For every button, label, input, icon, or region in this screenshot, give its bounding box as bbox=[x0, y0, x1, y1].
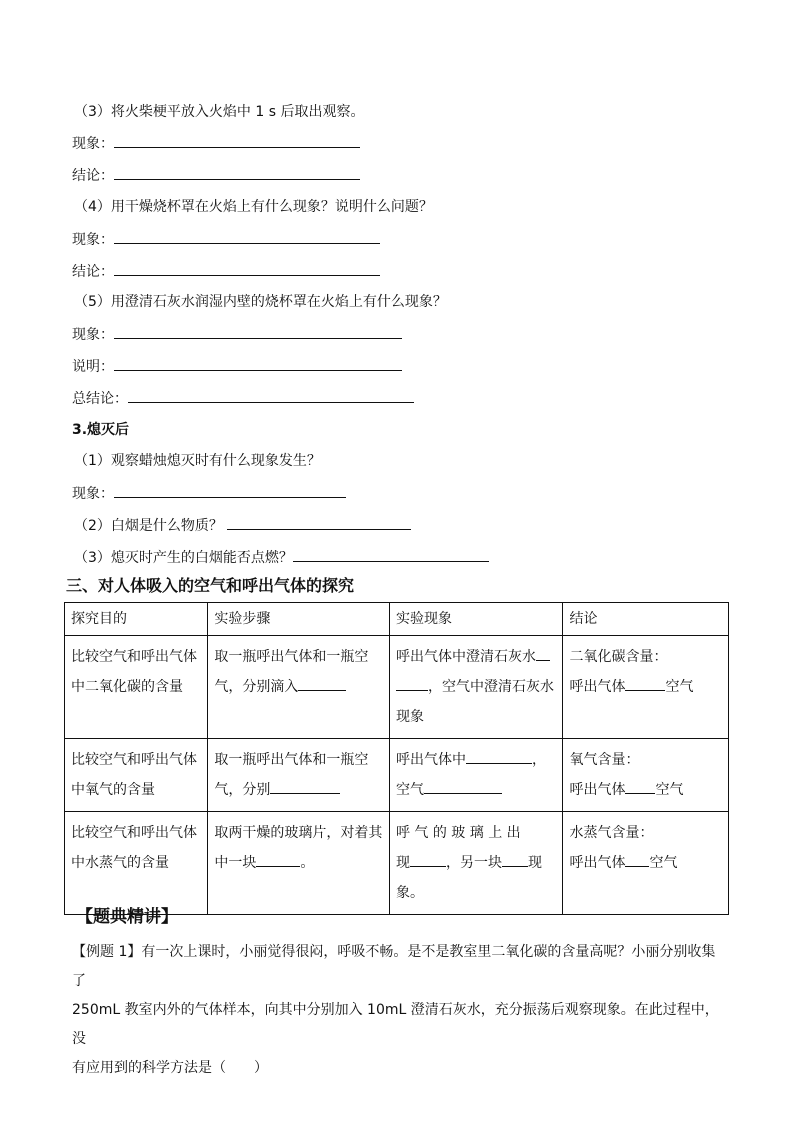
example-1-line-1 bbox=[72, 938, 726, 996]
cell-line bbox=[569, 672, 722, 702]
q5-explanation-row bbox=[72, 356, 402, 377]
cell-text: 现 bbox=[395, 855, 410, 871]
conclusion-cell bbox=[563, 739, 729, 812]
steps-cell bbox=[208, 636, 390, 739]
s3-question-3-row bbox=[74, 547, 489, 568]
cell-text: 现 bbox=[527, 855, 542, 871]
q5-explanation-blank[interactable] bbox=[114, 356, 402, 371]
header-steps: 实验步骤 bbox=[208, 603, 390, 636]
cell-line: 取两干燥的玻璃片，对着其 bbox=[214, 825, 383, 841]
s3-q3-blank[interactable] bbox=[293, 547, 489, 562]
cell-blank[interactable] bbox=[625, 676, 665, 691]
cell-text: 空气 bbox=[665, 679, 694, 695]
cell-line: 呼 气 的 玻 璃 上 出 bbox=[395, 825, 521, 841]
cell-text: 气，分别 bbox=[214, 782, 271, 798]
cell-text: 气，分别滴入 bbox=[214, 679, 299, 695]
s3-question-2-row bbox=[74, 515, 411, 536]
cell-line: 中氧气的含量 bbox=[71, 782, 155, 798]
cell-blank[interactable] bbox=[410, 852, 446, 867]
s3-q1-phenomenon-row bbox=[72, 483, 346, 504]
cell-line: 氧气含量： bbox=[569, 752, 640, 768]
cell-blank[interactable] bbox=[536, 646, 550, 661]
cell-text: 空气 bbox=[655, 782, 684, 798]
cell-line: 比较空气和呼出气体 bbox=[71, 825, 197, 841]
cell-text: ，另一块 bbox=[445, 855, 502, 871]
example-1-label: 【例题 1】 bbox=[72, 944, 142, 960]
cell-text: 呼出气体 bbox=[569, 782, 626, 798]
section-3-heading: 3.熄灭后 bbox=[72, 422, 130, 438]
cell-text: 呼出气体 bbox=[569, 679, 626, 695]
q4-conclusion-row bbox=[72, 261, 380, 282]
cell-line bbox=[396, 672, 557, 702]
cell-text: ， bbox=[531, 752, 546, 768]
cell-blank[interactable] bbox=[298, 676, 346, 691]
q4-conclusion-blank[interactable] bbox=[114, 261, 380, 276]
question-3-text: （3）将火柴梗平放入火焰中 1 s 后取出观察。 bbox=[74, 104, 365, 120]
phenomenon-cell bbox=[389, 636, 563, 739]
example-1-line-2: 250mL 教室内外的气体样本，向其中分别加入 10mL 澄清石灰水，充分振荡后观察现象。在此过程中，没 bbox=[72, 1002, 719, 1047]
phenomenon-cell bbox=[389, 739, 563, 812]
q4-phenomenon-blank[interactable] bbox=[114, 229, 380, 244]
header-purpose: 探究目的 bbox=[65, 603, 208, 636]
q4-phenomenon-row bbox=[72, 229, 380, 250]
summary-label: 总结论： bbox=[72, 391, 128, 407]
purpose-cell bbox=[65, 739, 208, 812]
cell-line bbox=[396, 848, 557, 878]
cell-blank[interactable] bbox=[424, 779, 502, 794]
steps-cell bbox=[208, 812, 390, 915]
cell-blank[interactable] bbox=[256, 852, 300, 867]
cell-line: 中二氧化碳的含量 bbox=[71, 679, 183, 695]
cell-text: 呼出气体 bbox=[569, 855, 626, 871]
q3-phenomenon-blank[interactable] bbox=[114, 133, 360, 148]
q5-phenomenon-blank[interactable] bbox=[114, 324, 402, 339]
experiment-table bbox=[64, 602, 729, 915]
steps-cell bbox=[208, 739, 390, 812]
cell-text: 空气 bbox=[395, 782, 424, 798]
cell-text: 。 bbox=[300, 855, 315, 871]
cell-line bbox=[569, 848, 722, 878]
cell-line: 中水蒸气的含量 bbox=[71, 855, 169, 871]
table-header-row bbox=[65, 603, 729, 636]
cell-text: ，空气中澄清石灰水 bbox=[427, 679, 554, 695]
q5-phenomenon-row bbox=[72, 324, 402, 345]
question-4-text: （4）用干燥烧杯罩在火焰上有什么现象？说明什么问题？ bbox=[74, 199, 433, 215]
q4-phenomenon-label: 现象： bbox=[72, 232, 114, 248]
cell-line bbox=[569, 775, 722, 805]
cell-blank[interactable] bbox=[396, 676, 428, 691]
cell-line: 取一瓶呼出气体和一瓶空 bbox=[214, 649, 369, 665]
summary-row bbox=[72, 388, 414, 409]
cell-line: 现象 bbox=[395, 709, 424, 725]
question-5-text: （5）用澄清石灰水润湿内壁的烧杯罩在火焰上有什么现象？ bbox=[74, 294, 447, 310]
header-conclusion: 结论 bbox=[563, 603, 729, 636]
cell-line: 比较空气和呼出气体 bbox=[71, 649, 197, 665]
example-1-line-3: 有应用到的科学方法是（ ） bbox=[72, 1060, 268, 1076]
s3-q2-blank[interactable] bbox=[227, 515, 411, 530]
cell-line bbox=[214, 672, 383, 702]
s3-question-1-text: （1）观察蜡烛熄灭时有什么现象发生？ bbox=[74, 453, 321, 469]
q3-conclusion-label: 结论： bbox=[72, 168, 114, 184]
cell-line: 二氧化碳含量： bbox=[569, 649, 668, 665]
conclusion-cell bbox=[563, 636, 729, 739]
part-3-title: 三、对人体吸入的空气和呼出气体的探究 bbox=[66, 576, 355, 595]
examples-title: 【题典精讲】 bbox=[76, 907, 178, 927]
conclusion-cell bbox=[563, 812, 729, 915]
summary-blank[interactable] bbox=[128, 388, 414, 403]
q5-phenomenon-label: 现象： bbox=[72, 327, 114, 343]
cell-line bbox=[214, 775, 383, 805]
cell-line bbox=[396, 775, 557, 805]
purpose-cell bbox=[65, 636, 208, 739]
cell-line bbox=[396, 642, 557, 672]
cell-text: 呼出气体中 bbox=[395, 752, 466, 768]
q4-conclusion-label: 结论： bbox=[72, 264, 114, 280]
table-row bbox=[65, 739, 729, 812]
s3-q1-phenomenon-label: 现象： bbox=[72, 486, 114, 502]
cell-line: 象。 bbox=[395, 885, 424, 901]
s3-question-2-text: （2）白烟是什么物质？ bbox=[74, 518, 223, 534]
q3-phenomenon-label: 现象： bbox=[72, 136, 114, 152]
cell-blank[interactable] bbox=[270, 779, 340, 794]
cell-blank[interactable] bbox=[625, 779, 655, 794]
cell-blank[interactable] bbox=[502, 852, 528, 867]
cell-line bbox=[396, 745, 557, 775]
cell-text: 呼出气体中澄清石灰水 bbox=[395, 649, 536, 665]
cell-line: 水蒸气含量： bbox=[569, 825, 654, 841]
cell-text: 空气 bbox=[649, 855, 678, 871]
q3-conclusion-blank[interactable] bbox=[114, 165, 360, 180]
table-row bbox=[65, 636, 729, 739]
header-phenomenon: 实验现象 bbox=[389, 603, 563, 636]
cell-blank[interactable] bbox=[466, 749, 532, 764]
cell-line bbox=[214, 848, 383, 878]
cell-text: 中一块 bbox=[214, 855, 257, 871]
q3-phenomenon-row bbox=[72, 133, 360, 154]
s3-q1-phenomenon-blank[interactable] bbox=[114, 483, 346, 498]
example-1-text: 有一次上课时，小丽觉得很闷，呼吸不畅。是不是教室里二氧化碳的含量高呢？小丽分别收集了 bbox=[72, 944, 716, 989]
s3-question-3-text: （3）熄灭时产生的白烟能否点燃？ bbox=[74, 550, 293, 566]
table-row bbox=[65, 812, 729, 915]
cell-blank[interactable] bbox=[625, 852, 649, 867]
q5-explanation-label: 说明： bbox=[72, 359, 114, 375]
q3-conclusion-row bbox=[72, 165, 360, 186]
example-1-paragraph bbox=[72, 938, 726, 1083]
cell-line: 比较空气和呼出气体 bbox=[71, 752, 197, 768]
phenomenon-cell bbox=[389, 812, 563, 915]
purpose-cell bbox=[65, 812, 208, 915]
cell-line: 取一瓶呼出气体和一瓶空 bbox=[214, 752, 369, 768]
